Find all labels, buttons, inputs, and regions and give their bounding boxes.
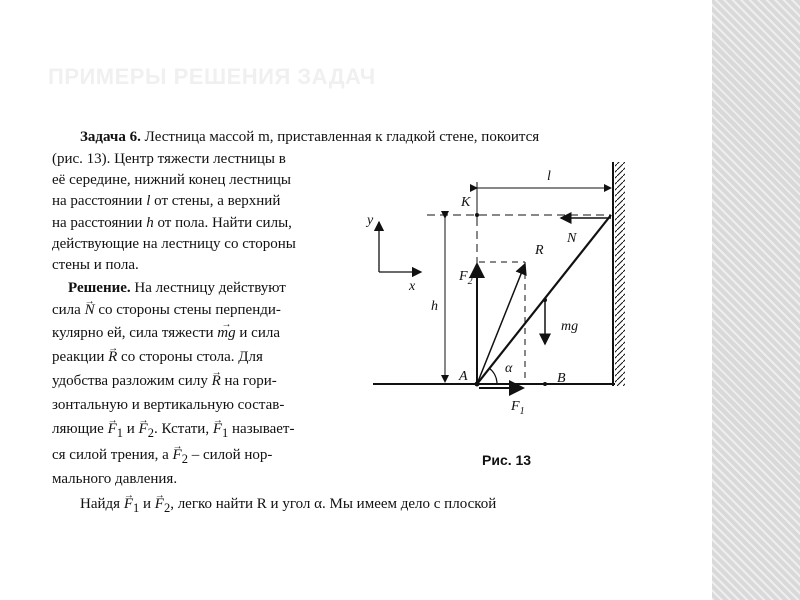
text: и xyxy=(123,421,139,437)
problem-line-4 xyxy=(52,192,280,210)
vector-R: → R xyxy=(108,349,117,365)
label-alpha: α xyxy=(505,361,513,376)
decorative-side-band xyxy=(712,0,800,600)
label-F2: $F_2$ xyxy=(459,269,473,287)
vector-R: → R xyxy=(212,373,221,389)
point-K xyxy=(475,213,479,217)
symbol-h: h xyxy=(146,215,154,231)
vector-F1: → F xyxy=(108,421,117,437)
text: – силой нор- xyxy=(187,447,273,463)
text: сила xyxy=(52,302,85,318)
solution-line-10 xyxy=(80,495,496,517)
force-R-arrow xyxy=(477,264,525,384)
text: от стены, а верхний xyxy=(150,193,281,209)
label-l: l xyxy=(547,169,551,184)
text: со стороны стены перпенди- xyxy=(94,302,281,318)
slide-title: ПРИМЕРЫ РЕШЕНИЯ ЗАДАЧ xyxy=(48,64,376,89)
solution-line-2 xyxy=(52,301,281,319)
text: на расстоянии xyxy=(52,193,147,209)
label-B: B xyxy=(557,371,566,386)
subscript: 2 xyxy=(163,501,171,515)
symbol-l: l xyxy=(146,193,151,209)
label-A: A xyxy=(459,369,468,384)
text: удобства разложим силу xyxy=(52,373,212,389)
label-y: y xyxy=(367,213,374,228)
wall-hatching xyxy=(615,162,625,386)
vector-F1: → F xyxy=(213,421,222,437)
problem-line-7: стены и пола. xyxy=(52,257,139,273)
solution-line-6: зонтальную и вертикальную состав- xyxy=(52,397,285,413)
problem-text: Лестница массой m, приставленная к гладкой стене, покоится xyxy=(140,129,540,145)
problem-line-1 xyxy=(80,128,539,146)
point-B xyxy=(543,382,547,386)
solution-line-4 xyxy=(52,348,263,366)
text: на расстоянии xyxy=(52,215,147,231)
subscript: 1 xyxy=(116,426,123,440)
text: , легко найти R и угол α. Мы имеем дело с плоской xyxy=(170,496,497,512)
text: называет- xyxy=(228,421,295,437)
subscript: 1 xyxy=(222,426,229,440)
text: от пола. Найти силы, xyxy=(153,215,292,231)
text: . Кстати, xyxy=(153,421,213,437)
point-A xyxy=(475,382,480,387)
text: и xyxy=(139,496,155,512)
label-x: x xyxy=(409,279,416,294)
center-of-mass-point xyxy=(543,298,547,302)
angle-alpha-arc xyxy=(489,368,497,384)
text: со стороны стола. Для xyxy=(117,349,263,365)
solution-line-5 xyxy=(52,372,277,390)
text: На лестницу действуют xyxy=(130,280,286,296)
text: и сила xyxy=(235,325,280,341)
vector-F2: → F xyxy=(173,447,182,463)
problem-line-2: (рис. 13). Центр тяжести лестницы в xyxy=(52,151,286,167)
subscript: 2 xyxy=(181,452,188,466)
vector-mg: → mg xyxy=(217,325,235,341)
text: ся силой трения, а xyxy=(52,447,173,463)
problem-heading: Задача 6. xyxy=(80,129,141,145)
problem-line-3: её середине, нижний конец лестницы xyxy=(52,172,291,188)
label-N: N xyxy=(567,231,577,246)
problem-line-6: действующие на лестницу со стороны xyxy=(52,236,296,252)
subscript: 1 xyxy=(132,501,140,515)
text: ляющие xyxy=(52,421,108,437)
solution-line-1 xyxy=(68,279,286,297)
ladder-force-diagram xyxy=(365,158,635,420)
problem-line-5 xyxy=(52,214,292,232)
solution-line-3 xyxy=(52,324,280,342)
text: реакции xyxy=(52,349,109,365)
subscript: 2 xyxy=(147,426,154,440)
vector-F1: → F xyxy=(124,496,133,512)
vector-F2: → F xyxy=(155,496,164,512)
solution-heading: Решение. xyxy=(68,280,131,296)
solution-line-9: мального давления. xyxy=(52,471,178,487)
label-K: K xyxy=(461,195,471,210)
figure-caption: Рис. 13 xyxy=(482,452,532,468)
vector-F2: → F xyxy=(139,421,148,437)
label-R: R xyxy=(535,243,544,258)
text: кулярно ей, сила тяжести xyxy=(52,325,218,341)
vector-N: → N xyxy=(85,302,95,318)
solution-line-8 xyxy=(52,446,272,468)
label-F1: $F_1$ xyxy=(511,399,525,417)
label-mg: mg xyxy=(561,319,579,334)
label-h: h xyxy=(431,299,438,314)
text: на гори- xyxy=(220,373,277,389)
text: Найдя xyxy=(80,496,124,512)
